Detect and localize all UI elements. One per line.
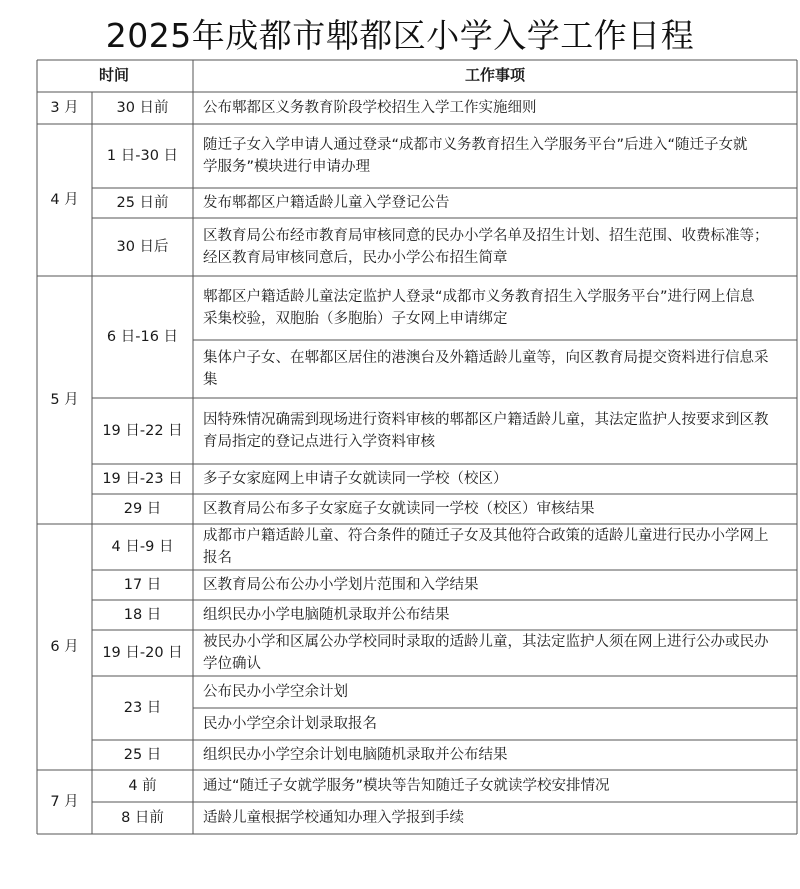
day-label: 17 日: [123, 577, 162, 593]
task-text: 郫都区户籍适龄儿童法定监护人登录“成都市义务教育招生入学服务平台”进行网上信息 采集校验，双胞胎（多胞胎）子女网上申请绑定: [203, 289, 755, 327]
task-text: 被民办小学和区属公办学校同时录取的适龄儿童，其法定监护人须在网上进行公办或民办 学位确认: [203, 634, 769, 672]
day-label: 6 日-16 日: [106, 329, 179, 345]
day-label: 19 日-20 日: [102, 645, 183, 661]
day-label: 8 日前: [121, 810, 164, 826]
month-label: 7 月: [50, 794, 79, 810]
header-task: 工作事项: [464, 66, 525, 84]
day-label: 19 日-23 日: [102, 471, 183, 487]
day-label: 4 前: [128, 778, 157, 794]
day-label: 19 日-22 日: [102, 423, 183, 439]
month-label: 3 月: [50, 100, 79, 116]
task-text: 区教育局公布多子女家庭子女就读同一学校（校区）审核结果: [203, 501, 595, 517]
task-text: 集体户子女、在郫都区居住的港澳台及外籍适龄儿童等，向区教育局提交资料进行信息采 集: [203, 350, 769, 388]
day-label: 30 日后: [116, 239, 169, 255]
day-label: 29 日: [123, 501, 162, 517]
task-text: 公布郫都区义务教育阶段学校招生入学工作实施细则: [203, 100, 537, 116]
task-text: 区教育局公布经市教育局审核同意的民办小学名单及招生计划、招生范围、收费标准等； 经区教育局审核同意后，民办小学公布招生简章: [203, 228, 769, 266]
header-time: 时间: [98, 66, 129, 84]
month-label: 6 月: [50, 639, 79, 655]
task-text: 组织民办小学空余计划电脑随机录取并公布结果: [203, 747, 508, 763]
task-text: 组织民办小学电脑随机录取并公布结果: [203, 607, 450, 623]
day-label: 25 日前: [116, 195, 169, 211]
month-label: 5 月: [50, 392, 79, 408]
month-label: 4 月: [50, 192, 79, 208]
day-label: 30 日前: [116, 100, 169, 116]
page-title: 2025年成都市郫都区小学入学工作日程: [105, 16, 695, 55]
task-text: 通过“随迁子女就学服务”模块等告知随迁子女就读学校安排情况: [203, 778, 610, 794]
task-text: 因特殊情况确需到现场进行资料审核的郫都区户籍适龄儿童，其法定监护人按要求到区教 育局指定的登记点进行入学资料审核: [203, 412, 769, 450]
task-text: 公布民办小学空余计划: [203, 684, 348, 700]
task-text: 适龄儿童根据学校通知办理入学报到手续: [203, 810, 464, 826]
task-text: 发布郫都区户籍适龄儿童入学登记公告: [203, 195, 450, 211]
day-label: 25 日: [123, 747, 162, 763]
task-text: 区教育局公布公办小学划片范围和入学结果: [203, 577, 479, 593]
day-label: 1 日-30 日: [106, 148, 179, 164]
day-label: 18 日: [123, 607, 162, 623]
task-text: 民办小学空余计划录取报名: [203, 716, 377, 732]
day-label: 23 日: [123, 700, 162, 716]
task-text: 随迁子女入学申请人通过登录“成都市义务教育招生入学服务平台”后进入“随迁子女就 学服务”模块进行申请办理: [203, 137, 748, 175]
task-text: 成都市户籍适龄儿童、符合条件的随迁子女及其他符合政策的适龄儿童进行民办小学网上 报名: [203, 528, 769, 566]
day-label: 4 日-9 日: [111, 539, 174, 555]
task-text: 多子女家庭网上申请子女就读同一学校（校区）: [203, 471, 508, 487]
